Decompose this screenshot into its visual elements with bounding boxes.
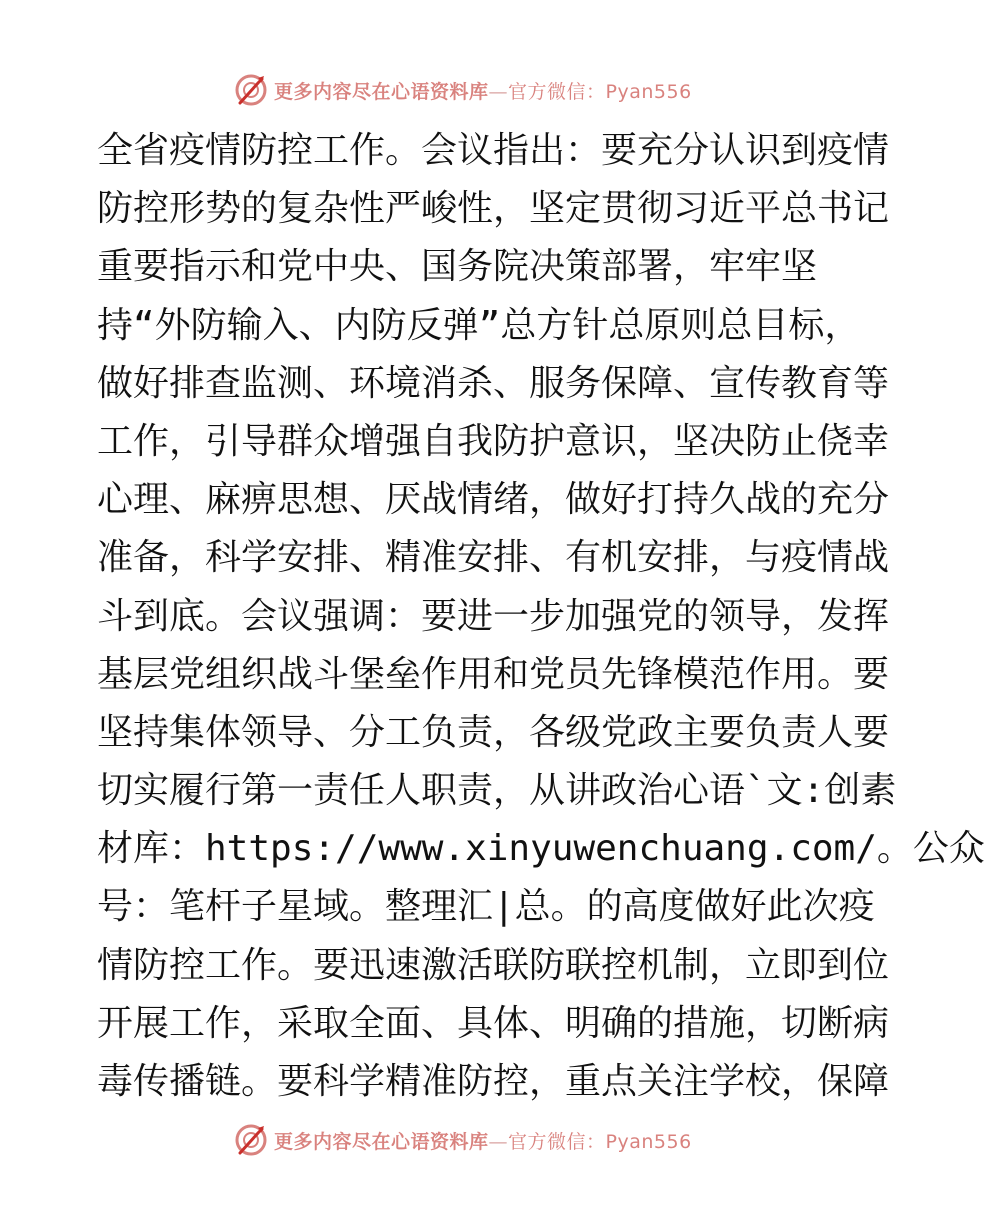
- header-banner: [234, 73, 734, 107]
- body-line: 工作，引导群众增强自我防护意识，坚决防止侥幸: [97, 420, 890, 462]
- body-line: 全省疫情防控工作。会议指出：要充分认识到疫情: [97, 130, 890, 171]
- footer-promo: 更多内容尽在心语资料库: [274, 1130, 489, 1153]
- header-wechat: 官方微信：Pyan556: [508, 80, 692, 103]
- footer-banner: [234, 1123, 734, 1157]
- brand-logo-icon: [234, 1123, 268, 1157]
- brand-logo-icon: [234, 73, 268, 107]
- footer-separator: —: [488, 1130, 509, 1153]
- body-line: 准备，科学安排、精准安排、有机安排，与疫情战: [97, 537, 890, 579]
- document-body: [97, 122, 985, 1111]
- footer-banner-text: [274, 1127, 692, 1154]
- body-line: 重要指示和党中央、国务院决策部署，牢牢坚: [97, 246, 818, 288]
- header-separator: —: [488, 80, 509, 103]
- body-line: 心理、麻痹思想、厌战情绪，做好打持久战的充分: [97, 479, 890, 521]
- body-line: 做好排查监测、环境消杀、服务保障、宣传教育等: [97, 362, 890, 404]
- body-line: 斗到底。会议强调：要进一步加强党的领导，发挥: [97, 595, 890, 637]
- body-line: 基层党组织战斗堡垒作用和党员先锋模范作用。要: [97, 653, 890, 695]
- body-line: 开展工作，采取全面、具体、明确的措施，切断病: [97, 1002, 890, 1044]
- body-line: 材库：https://www.xinyuwenchuang.com/。公众: [97, 828, 985, 870]
- header-banner-text: [274, 77, 692, 104]
- body-line: 切实履行第一责任人职责，从讲政治心语`文:创素: [97, 770, 897, 812]
- header-promo: 更多内容尽在心语资料库: [274, 80, 489, 103]
- body-line: 号：笔杆子星域。整理汇|总。的高度做好此次疫: [97, 886, 875, 928]
- body-line: 毒传播链。要科学精准防控，重点关注学校，保障: [97, 1061, 890, 1102]
- body-line: 情防控工作。要迅速激活联防联控机制，立即到位: [97, 944, 890, 986]
- body-line: 坚持集体领导、分工负责，各级党政主要负责人要: [97, 711, 890, 753]
- footer-wechat: 官方微信：Pyan556: [508, 1130, 692, 1153]
- body-line: 防控形势的复杂性严峻性，坚定贯彻习近平总书记: [97, 188, 890, 230]
- body-line: 持“外防输入、内防反弹”总方针总原则总目标，: [97, 304, 861, 346]
